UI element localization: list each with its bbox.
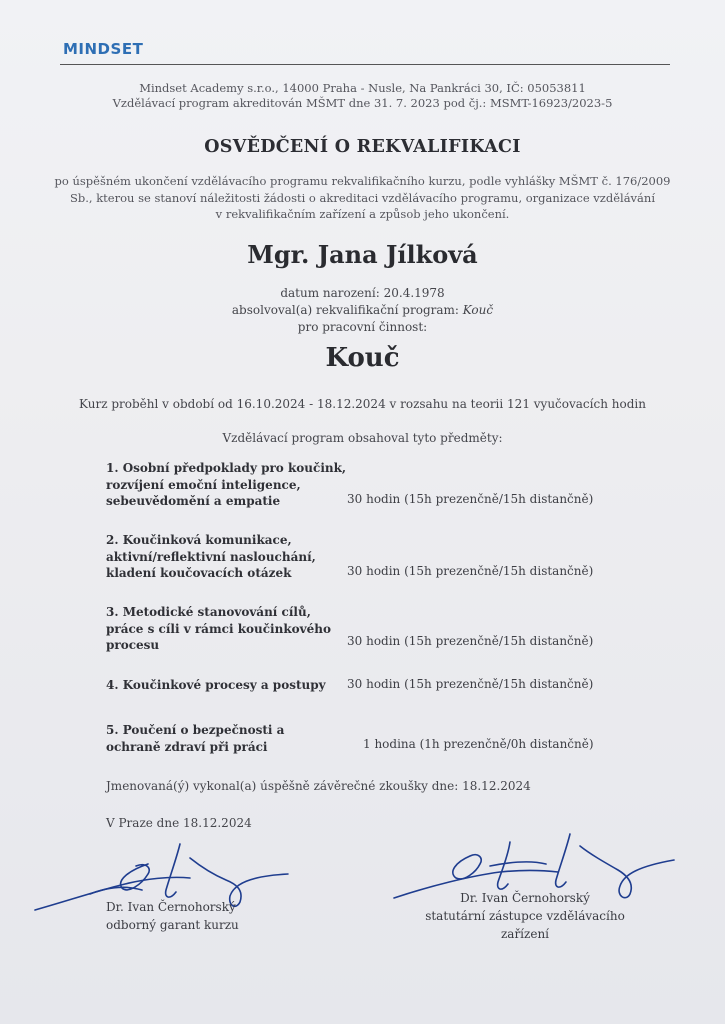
subject-title-line: 4. Koučinkové procesy a postupy: [106, 678, 326, 692]
program-name: Kouč: [462, 303, 494, 317]
program-label: absolvoval(a) rekvalifikační program:: [231, 303, 459, 317]
place-date: V Praze dne 18.12.2024: [106, 816, 252, 830]
subject-title: [106, 460, 356, 510]
signer-name: Dr. Ivan Černohorský: [106, 900, 236, 914]
signature-block-right: [405, 889, 645, 943]
subject-title-line: ochraně zdraví při práci: [106, 739, 268, 754]
subject-title-line: procesu: [106, 638, 160, 652]
intro-line-2: Sb., kterou se stanoví náležitosti žádosti o akreditaci vzdělávacího programu, organizace vzdělávání: [70, 190, 655, 205]
subject-hours: 30 hodin (15h prezenčně/15h distančně): [347, 564, 594, 578]
signature-block-left: [106, 898, 239, 934]
subject-title-line: aktivní/reflektivní naslouchání,: [106, 549, 316, 564]
header-address: [0, 81, 725, 111]
signer-role: odborný garant kurzu: [106, 918, 239, 932]
intro-line-3: v rekvalifikačním zařízení a způsob jeho ukončení.: [215, 207, 510, 221]
subjects-heading: Vzdělávací program obsahoval tyto předměty:: [222, 431, 503, 445]
certificate-title: OSVĚDČENÍ O REKVALIFIKACI: [204, 137, 521, 157]
header-divider: [60, 64, 670, 65]
subject-title: [106, 604, 356, 654]
subject-title-line: kladení koučovacích otázek: [106, 566, 292, 580]
holder-info: [0, 285, 725, 336]
subject-title-line: sebeuvědomění a empatie: [106, 494, 281, 508]
subject-title-line: práce s cíli v rámci koučinkového: [106, 621, 331, 636]
subject-title: [106, 532, 356, 582]
birth-label: datum narození:: [280, 286, 380, 300]
birth-date: 20.4.1978: [383, 286, 445, 300]
signer-role: statutární zástupce vzdělávacího zařízení: [425, 909, 625, 941]
subject-hours: 30 hodin (15h prezenčně/15h distančně): [347, 677, 594, 691]
signer-name: Dr. Ivan Černohorský: [460, 891, 590, 905]
subject-title-line: 3. Metodické stanovování cílů,: [106, 605, 311, 619]
intro-line-1: po úspěšném ukončení vzdělávacího programu rekvalifikačního kurzu, podle vyhlášky MŠMT č. 176/2009: [54, 174, 671, 188]
activity-title: Kouč: [325, 343, 400, 373]
holder-name: Mgr. Jana Jílková: [247, 240, 478, 269]
course-info: Kurz proběhl v období od 16.10.2024 - 18.12.2024 v rozsahu na teorii 121 vyučovacích hodin: [79, 397, 646, 411]
subject-title: [106, 677, 356, 694]
exam-statement: Jmenovaná(ý) vykonal(a) úspěšně závěrečné zkoušky dne: 18.12.2024: [106, 779, 531, 793]
mindset-logo: MINDSET: [63, 40, 144, 58]
subject-hours: 30 hodin (15h prezenčně/15h distančně): [347, 634, 594, 648]
activity-label: pro pracovní činnost:: [297, 320, 428, 334]
subject-title-line: 1. Osobní předpoklady pro koučink,: [106, 461, 347, 475]
intro-text: [40, 173, 685, 223]
subject-hours: 30 hodin (15h prezenčně/15h distančně): [347, 492, 594, 506]
subject-hours: 1 hodina (1h prezenčně/0h distančně): [363, 737, 594, 751]
subject-title-line: 5. Poučení o bezpečnosti a: [106, 723, 285, 737]
birth-date-line: [0, 285, 725, 302]
program-line: [0, 302, 725, 319]
subject-title-line: 2. Koučinková komunikace,: [106, 533, 292, 547]
address-line-2: Vzdělávací program akreditován MŠMT dne 31. 7. 2023 pod čj.: MSMT-16923/2023-5: [112, 96, 613, 110]
subject-title-line: rozvíjení emoční inteligence,: [106, 477, 301, 492]
subject-title: [106, 722, 356, 755]
address-line-1: Mindset Academy s.r.o., 14000 Praha - Nusle, Na Pankráci 30, IČ: 05053811: [139, 81, 586, 95]
